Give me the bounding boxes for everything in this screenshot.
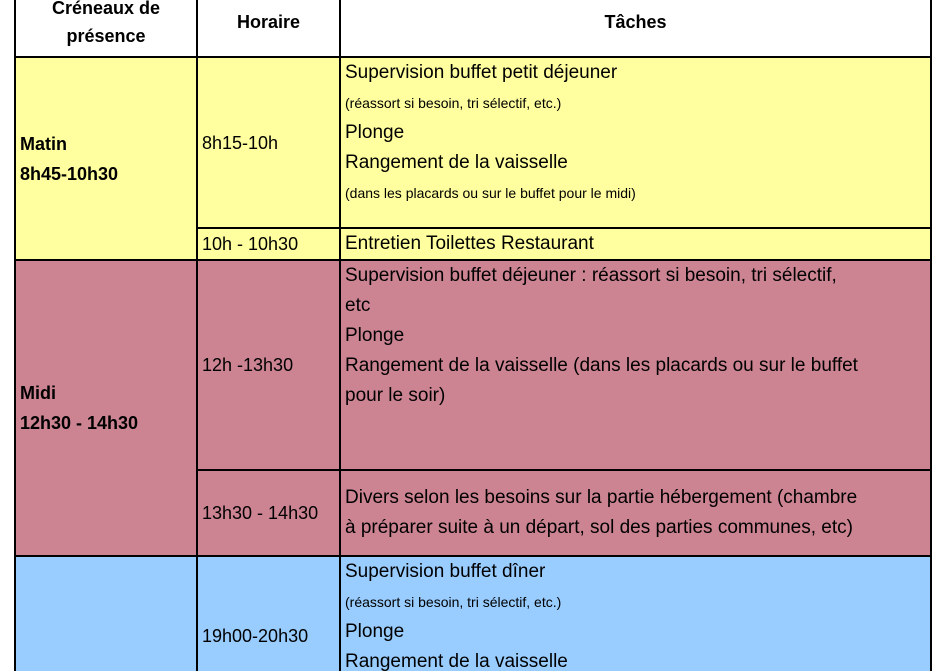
- task-line: pour le soir): [345, 385, 446, 406]
- header-slots-line2: présence: [66, 26, 146, 46]
- header-schedule: Horaire: [197, 0, 340, 57]
- midday-tasks-1: [340, 260, 931, 470]
- task-line: Plonge: [345, 325, 405, 346]
- task-line: Rangement de la vaisselle: [345, 152, 568, 173]
- header-row: [15, 0, 931, 57]
- table-row: [15, 556, 931, 671]
- midday-slot-cell: [15, 260, 197, 556]
- morning-slot-name: Matin: [20, 133, 67, 154]
- schedule-table: [14, 0, 932, 671]
- task-line: Entretien Toilettes Restaurant: [345, 233, 594, 254]
- task-line: Divers selon les besoins sur la partie hébergement (chambre: [345, 487, 858, 508]
- task-line: Plonge: [345, 621, 405, 642]
- midday-tasks-2: [340, 470, 931, 556]
- task-note: (dans les placards ou sur le buffet pour le midi): [345, 185, 636, 201]
- task-line: Rangement de la vaisselle (dans les placards ou sur le buffet: [345, 355, 858, 376]
- task-line: Supervision buffet déjeuner : réassort si besoin, tri sélectif,: [345, 265, 837, 286]
- task-line: Plonge: [345, 122, 405, 143]
- midday-slot-name: Midi: [20, 383, 56, 403]
- header-slots-line1: Créneaux de: [51, 0, 161, 18]
- table-row: [15, 260, 931, 470]
- table-row: [15, 57, 931, 228]
- task-line: Supervision buffet petit déjeuner: [345, 62, 618, 83]
- morning-tasks-2: [340, 228, 931, 260]
- header-tasks: Tâches: [340, 0, 931, 57]
- evening-tasks-1: [340, 556, 931, 671]
- task-note: (réassort si besoin, tri sélectif, etc.): [345, 95, 562, 111]
- morning-slot-time: 8h45-10h30: [20, 163, 119, 184]
- evening-hours-1: 19h00-20h30: [197, 556, 340, 671]
- header-slots: [15, 0, 197, 57]
- task-line: à préparer suite à un départ, sol des parties communes, etc): [345, 517, 853, 538]
- morning-tasks-1: [340, 57, 931, 228]
- morning-slot-cell: [15, 57, 197, 260]
- task-line: Rangement de la vaisselle: [345, 651, 568, 671]
- task-line: etc: [345, 295, 371, 316]
- task-line: Supervision buffet dîner: [345, 561, 546, 582]
- midday-hours-1: 12h -13h30: [197, 260, 340, 470]
- task-note: (réassort si besoin, tri sélectif, etc.): [345, 594, 562, 610]
- midday-hours-2: 13h30 - 14h30: [197, 470, 340, 556]
- morning-hours-1: 8h15-10h: [197, 57, 340, 228]
- evening-slot-cell: [15, 556, 197, 671]
- midday-slot-time: 12h30 - 14h30: [20, 413, 139, 433]
- morning-hours-2: 10h - 10h30: [197, 228, 340, 260]
